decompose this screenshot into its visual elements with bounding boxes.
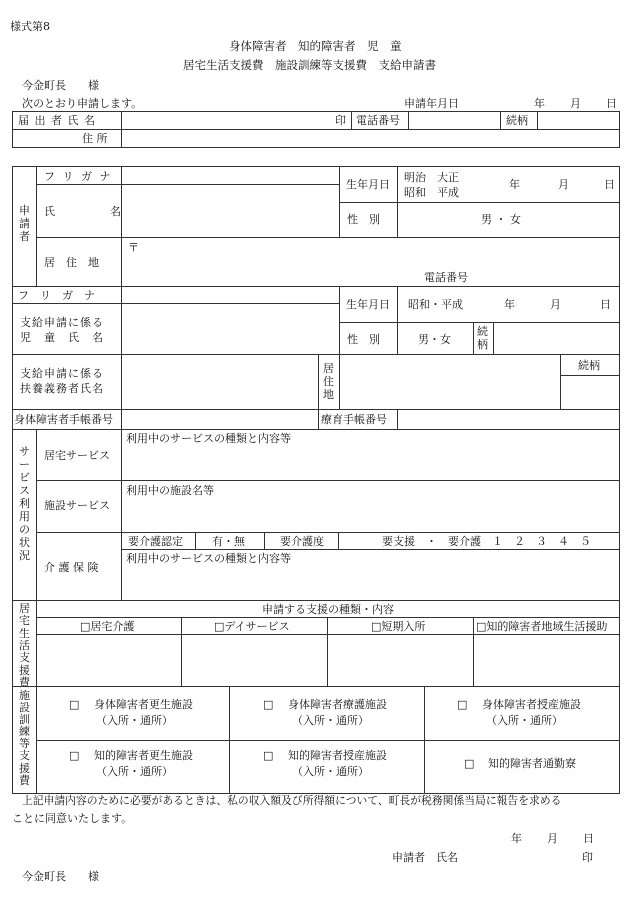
applicant-sex-label: 性 別 (347, 213, 380, 226)
child-relation-field[interactable] (495, 324, 618, 353)
guardian-address-label: 居 住 地 (323, 362, 334, 401)
filer-relation-label: 続柄 (506, 114, 528, 127)
child-furigana-field[interactable] (123, 288, 337, 302)
facility-sub-3: （入所・通所） (486, 714, 563, 727)
applicant-furigana-label: フ リ ガ ナ (44, 170, 113, 183)
rehab-handbook-field[interactable] (399, 411, 618, 427)
facility-name-2: 身体障害者療護施設 (288, 698, 387, 711)
facility-checkbox-2[interactable]: □ (263, 698, 274, 711)
care-cert-options[interactable]: 有・無 (212, 535, 245, 548)
child-sex-options[interactable]: 男・女 (418, 333, 451, 346)
care-level-label: 要介護度 (280, 535, 324, 548)
guardian-label-line2: 扶養義務者氏名 (20, 382, 104, 395)
facility-sub-1: （入所・通所） (96, 714, 173, 727)
facility-checkbox-6[interactable]: □ (464, 757, 475, 770)
signer-label: 申請者 氏名 (392, 851, 458, 864)
facility-support-side-label: 施 設 訓 練 等 支 援 費 (19, 689, 30, 787)
home-service-label: 居宅サービス (44, 449, 110, 462)
facility-checkbox-3[interactable]: □ (457, 698, 468, 711)
consent-date-field[interactable] (460, 829, 595, 845)
filer-seal: 印 (335, 114, 346, 127)
date-month-unit: 月 (570, 97, 581, 110)
addressee-top: 今金町長 様 (22, 79, 99, 92)
facility-sub-5: （入所・通所） (292, 765, 369, 778)
day-service-option[interactable]: □デイサービス (214, 620, 290, 633)
guardian-relation-label: 続柄 (578, 359, 600, 372)
child-sex-label: 性 別 (347, 333, 380, 346)
filer-name-label: 届 出 者 氏 名 (18, 114, 96, 127)
filer-name-field[interactable] (123, 112, 333, 128)
child-name-label-line1: 支給申請に係る (20, 316, 104, 329)
facility-name-3: 身体障害者授産施設 (482, 698, 581, 711)
day-service-detail[interactable] (183, 636, 326, 684)
care-service-note: 利用中のサービスの種類と内容等 (126, 552, 291, 565)
guardian-relation-field[interactable] (562, 377, 618, 407)
group-home-detail[interactable] (475, 636, 618, 684)
applicant-birth-day-unit: 日 (604, 178, 615, 191)
application-date-label: 申請年月日 (404, 97, 459, 110)
intro-text: 次のとおり申請します。 (22, 97, 143, 110)
facility-name-5: 知的障害者授産施設 (288, 749, 387, 762)
applicant-birth-month-unit: 月 (558, 178, 569, 191)
rehab-handbook-label: 療育手帳番号 (321, 413, 387, 426)
child-furigana-label: フ リ ガ ナ (18, 289, 95, 302)
signer-name-field[interactable] (466, 848, 576, 864)
care-insurance-label: 介 護 保 険 (44, 561, 99, 574)
filer-address-label: 住 所 (82, 132, 108, 145)
facility-name-1: 身体障害者更生施設 (94, 698, 193, 711)
form-title-line2: 居宅生活支援費 施設訓練等支援費 支給申請書 (183, 58, 436, 72)
addressee-bottom: 今金町長 様 (22, 870, 99, 883)
date-year-unit: 年 (534, 97, 545, 110)
applicant-name-field[interactable] (123, 186, 337, 236)
consent-date-year-unit: 年 (511, 832, 522, 845)
applicant-birth-field[interactable] (470, 168, 618, 200)
care-cert-label: 要介護認定 (128, 535, 183, 548)
child-name-field[interactable] (123, 305, 337, 353)
physical-handbook-label: 身体障害者手帳番号 (14, 413, 113, 426)
applicant-address-field[interactable] (123, 239, 618, 285)
child-relation-label: 続 柄 (477, 325, 488, 351)
care-service-field[interactable] (123, 566, 618, 598)
care-level-options[interactable]: 要支援 ・ 要介護 １ ２ ３ ４ ５ (382, 535, 591, 548)
physical-handbook-field[interactable] (123, 411, 316, 427)
filer-phone-field[interactable] (410, 112, 498, 128)
child-name-label-line2: 児 童 氏 名 (20, 331, 104, 344)
signer-seal: 印 (582, 851, 593, 864)
child-era: 昭和・平成 (408, 298, 463, 311)
consent-text-line2: ことに同意いたします。 (12, 812, 133, 825)
home-support-header: 申請する支援の種類・内容 (262, 603, 394, 616)
group-home-option[interactable]: □知的障害者地域生活援助 (476, 620, 608, 633)
home-service-note: 利用中のサービスの種類と内容等 (126, 432, 291, 445)
child-birth-label: 生年月日 (346, 298, 390, 311)
home-care-detail[interactable] (38, 636, 180, 684)
facility-name-6: 知的障害者通勤寮 (488, 757, 576, 770)
child-birth-year-unit: 年 (504, 298, 515, 311)
filer-address-field[interactable] (123, 130, 618, 146)
child-birth-day-unit: 日 (600, 298, 611, 311)
short-stay-option[interactable]: □短期入所 (371, 620, 426, 633)
service-usage-side-label: サ ー ビ ス 利 用 の 状 況 (19, 445, 30, 562)
facility-sub-4: （入所・通所） (96, 765, 173, 778)
applicant-era-line1: 明治 大正 (404, 171, 459, 184)
guardian-label-line1: 支給申請に係る (20, 367, 104, 380)
home-care-option[interactable]: □居宅介護 (80, 620, 135, 633)
facility-checkbox-5[interactable]: □ (263, 749, 274, 762)
consent-date-day-unit: 日 (583, 832, 594, 845)
facility-name-4: 知的障害者更生施設 (94, 749, 193, 762)
short-stay-detail[interactable] (329, 636, 472, 684)
applicant-phone-label: 電話番号 (424, 271, 468, 284)
guardian-name-field[interactable] (123, 356, 316, 407)
applicant-name-label: 氏 名 (44, 205, 121, 218)
applicant-birth-label: 生年月日 (346, 178, 390, 191)
postal-mark: 〒 (128, 241, 139, 254)
applicant-furigana-field[interactable] (123, 168, 337, 183)
applicant-birth-year-unit: 年 (509, 178, 520, 191)
facility-service-field[interactable] (123, 499, 618, 530)
facility-checkbox-4[interactable]: □ (69, 749, 80, 762)
date-day-unit: 日 (606, 97, 617, 110)
applicant-address-label: 居 住 地 (44, 256, 99, 269)
form-title-line1: 身体障害者 知的障害者 児 童 (229, 39, 402, 53)
facility-service-note: 利用中の施設名等 (126, 484, 214, 497)
consent-text-line1: 上記申請内容のために必要があるときは、私の収入額及び所得額について、町長が税務関係当局に報告を求める (22, 794, 562, 807)
form-number: 様式第8 (10, 20, 50, 33)
facility-checkbox-1[interactable]: □ (69, 698, 80, 711)
applicant-sex-options[interactable]: 男 ・ 女 (481, 213, 521, 226)
filer-relation-field[interactable] (539, 112, 618, 128)
applicant-side-label: 申 請 者 (19, 204, 30, 243)
facility-sub-2: （入所・通所） (292, 714, 369, 727)
filer-phone-label: 電話番号 (356, 114, 400, 127)
consent-date-month-unit: 月 (547, 832, 558, 845)
applicant-era-line2: 昭和 平成 (404, 186, 459, 199)
home-support-side-label: 居 宅 生 活 支 援 費 (19, 602, 30, 689)
facility-service-label: 施設サービス (44, 499, 110, 512)
guardian-address-field[interactable] (341, 356, 558, 407)
child-birth-month-unit: 月 (550, 298, 561, 311)
home-service-field[interactable] (123, 447, 618, 478)
child-birth-field[interactable] (470, 288, 618, 320)
